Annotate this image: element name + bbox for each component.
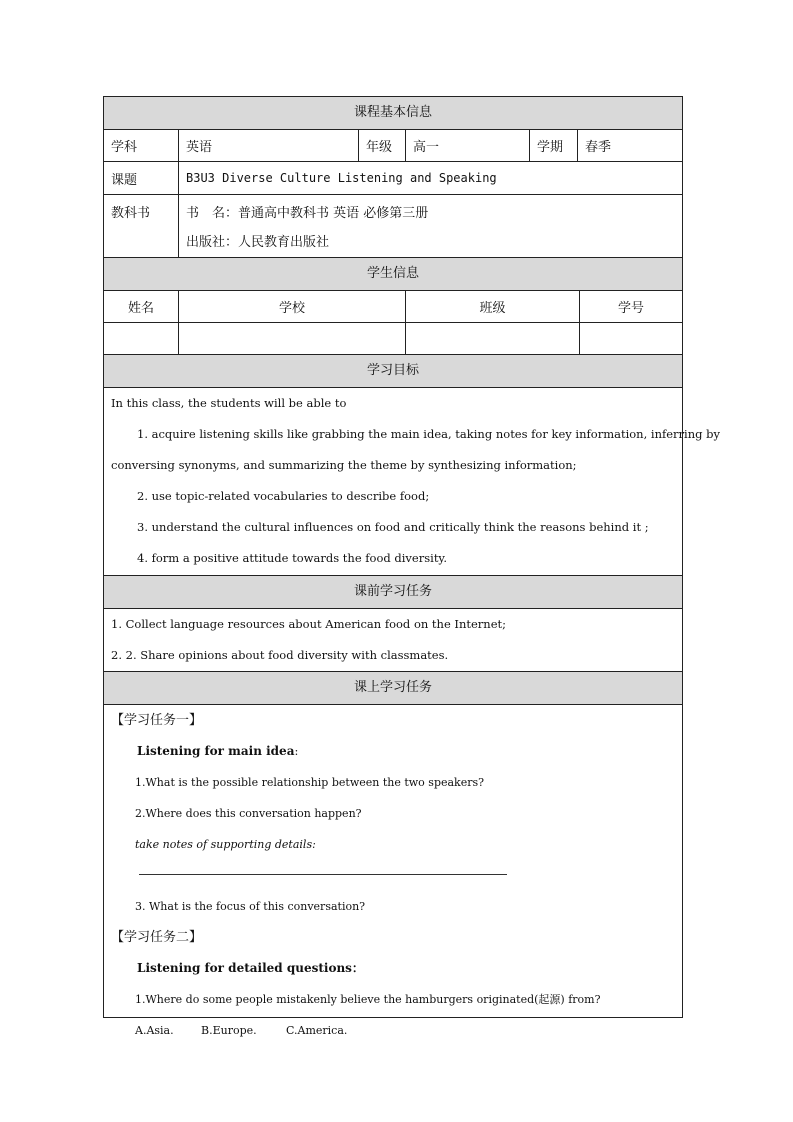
- pre-class-task-2: 2. 2. Share opinions about food diversity with classmates.: [111, 648, 449, 662]
- student-info-header: 学生信息: [104, 258, 682, 291]
- student-entry-row: [104, 323, 682, 355]
- objectives-header: 学习目标: [104, 355, 682, 388]
- subject-value: 英语: [179, 130, 359, 161]
- objective-3: 3. understand the cultural influences on food and critically think the reasons behind it ;: [137, 520, 649, 534]
- textbook-details: [179, 195, 682, 257]
- objective-2: 2. use topic-related vocabularies to describe food;: [137, 489, 430, 503]
- task-1-tag: 【学习任务一】: [111, 713, 203, 728]
- textbook-label: 教科书: [104, 195, 179, 257]
- question-3: 3. What is the focus of this conversation?: [135, 900, 366, 913]
- topic-label: 课题: [104, 162, 179, 194]
- col-name: 姓名: [104, 291, 179, 322]
- textbook-publisher-line: 出版社：人民教育出版社: [186, 235, 330, 250]
- objective-4: 4. form a positive attitude towards the food diversity.: [137, 551, 448, 565]
- detail-question-1: 1.Where do some people mistakenly believe the hamburgers originated(起源) from?: [135, 993, 601, 1006]
- col-school: 学校: [179, 291, 406, 322]
- topic-row: [104, 162, 682, 195]
- school-field[interactable]: [179, 323, 406, 354]
- grade-label: 年级: [359, 130, 406, 161]
- class-field[interactable]: [406, 323, 580, 354]
- pre-class-task-1: 1. Collect language resources about American food on the Internet;: [111, 617, 507, 631]
- subject-row: [104, 130, 682, 162]
- option-b: B.Europe.: [201, 1024, 257, 1037]
- option-a: A.Asia.: [135, 1024, 174, 1037]
- objective-1-line2: conversing synonyms, and summarizing the theme by synthesizing information;: [111, 458, 577, 472]
- options-row: [104, 1015, 682, 1046]
- in-class-content: [104, 705, 682, 1037]
- pre-class-content: [104, 609, 682, 672]
- question-2: 2.Where does this conversation happen?: [135, 807, 362, 820]
- option-c: C.America.: [286, 1024, 348, 1037]
- task-1-title: Listening for main idea: [137, 744, 295, 758]
- worksheet-table: [103, 96, 720, 1037]
- pre-class-header: 课前学习任务: [104, 576, 682, 609]
- grade-value: 高一: [406, 130, 530, 161]
- objectives-content: [104, 388, 720, 576]
- subject-label: 学科: [104, 130, 179, 161]
- task-1-colon: :: [294, 744, 299, 758]
- id-field[interactable]: [580, 323, 682, 354]
- student-header-row: [104, 291, 682, 323]
- task-2-heading: [104, 953, 682, 984]
- name-field[interactable]: [104, 323, 179, 354]
- objective-1-line1: 1. acquire listening skills like grabbing the main idea, taking notes for key information, inferring by: [137, 427, 720, 441]
- term-label: 学期: [530, 130, 578, 161]
- notes-blank-line[interactable]: [139, 873, 507, 875]
- task-2-tag: 【学习任务二】: [111, 930, 203, 945]
- textbook-row: [104, 195, 682, 258]
- in-class-header: 课上学习任务: [104, 672, 682, 705]
- col-class: 班级: [406, 291, 580, 322]
- course-info-header: 课程基本信息: [104, 97, 682, 130]
- topic-value: B3U3 Diverse Culture Listening and Speaking: [186, 171, 497, 185]
- question-1: 1.What is the possible relationship between the two speakers?: [135, 776, 485, 789]
- textbook-title-line: 书 名：普通高中教科书 英语 必修第三册: [186, 206, 429, 221]
- task-2-title: Listening for detailed questions：: [137, 961, 364, 975]
- col-id: 学号: [617, 301, 644, 316]
- notes-row: [104, 829, 682, 891]
- task-1-heading: [104, 736, 682, 767]
- objectives-intro: In this class, the students will be able to: [111, 396, 347, 410]
- notes-label: take notes of supporting details:: [135, 838, 316, 851]
- term-value: 春季: [585, 140, 612, 155]
